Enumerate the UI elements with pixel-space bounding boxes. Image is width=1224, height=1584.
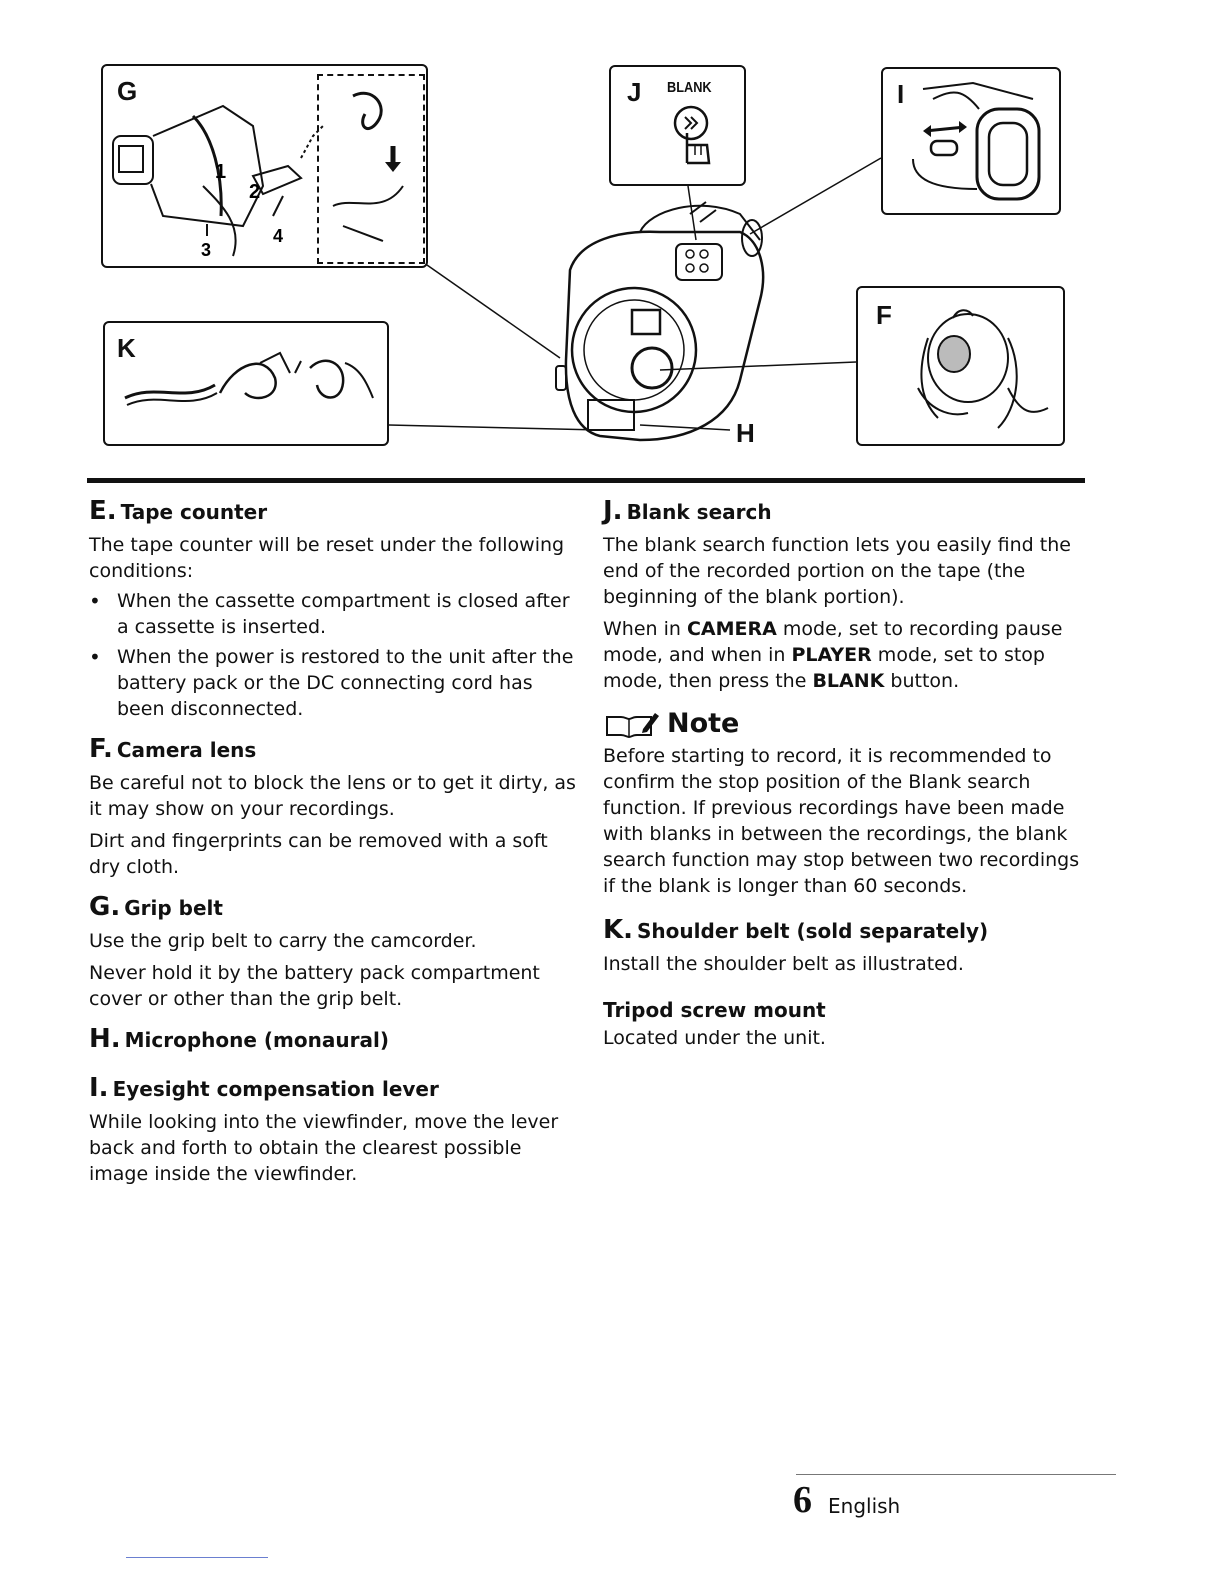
- list-item: • When the power is restored to the unit after the battery pack or the DC connecting cord has been disconnected.: [89, 644, 579, 722]
- section-shoulder-belt: [603, 917, 1093, 977]
- section-grip-belt: [89, 894, 579, 1012]
- heading-eyesight-lever: [89, 1075, 579, 1102]
- blank-button-ref: BLANK: [812, 670, 885, 692]
- heading-letter: G.: [89, 892, 121, 922]
- tripod-p1: Located under the unit.: [603, 1027, 826, 1049]
- heading-grip-belt: [89, 894, 579, 921]
- text-run: mode, set to stop mode, then press the: [603, 644, 1045, 692]
- text-run: button.: [884, 670, 960, 692]
- right-column: [603, 498, 1093, 1065]
- mode-player: PLAYER: [791, 644, 872, 666]
- heading-title: Eyesight compensation lever: [112, 1077, 439, 1101]
- step-4: 4: [273, 226, 284, 246]
- heading-title: Shoulder belt (sold separately): [637, 919, 989, 943]
- heading-microphone: [89, 1026, 579, 1053]
- step-3: 3: [201, 240, 212, 260]
- section-microphone: [89, 1026, 579, 1053]
- step-1: 1: [215, 161, 227, 183]
- bottom-scan-line: [126, 1557, 268, 1558]
- tape-counter-intro: The tape counter will be reset under the following conditions:: [89, 534, 565, 582]
- camera-lens-p1: Be careful not to block the lens or to get it dirty, as it may show on your recordings.: [89, 772, 576, 820]
- heading-title: Camera lens: [116, 738, 257, 762]
- camcorder-illustration: [0, 0, 1224, 480]
- text-run: mode, set to recording pause mode, and when in: [603, 618, 1063, 666]
- heading-title: Grip belt: [124, 896, 223, 920]
- section-note: [603, 708, 1093, 899]
- section-tripod: [603, 997, 1093, 1051]
- grip-belt-p2: Never hold it by the battery pack compartment cover or other than the grip belt.: [89, 962, 540, 1010]
- callout-f: F: [876, 300, 892, 330]
- tape-counter-bullets: [89, 588, 579, 722]
- list-item: • When the cassette compartment is closed after a cassette is inserted.: [89, 588, 579, 640]
- section-eyesight-lever: [89, 1075, 579, 1187]
- heading-blank-search: [603, 498, 1093, 525]
- callout-i: I: [897, 79, 905, 109]
- heading-letter: H.: [89, 1024, 121, 1054]
- step-2: 2: [249, 181, 261, 203]
- note-heading: [603, 708, 1093, 739]
- note-book-pencil-icon: [603, 709, 659, 739]
- section-divider: [87, 478, 1085, 483]
- callout-j: J: [627, 77, 642, 107]
- blank-button-label: BLANK: [667, 79, 712, 96]
- heading-title: Blank search: [626, 500, 772, 524]
- heading-camera-lens: [89, 736, 579, 763]
- heading-letter: I.: [89, 1073, 109, 1103]
- grip-belt-p1: Use the grip belt to carry the camcorder.: [89, 930, 477, 952]
- page-language: English: [828, 1494, 901, 1518]
- heading-letter: E.: [89, 496, 117, 526]
- section-camera-lens: [89, 736, 579, 880]
- heading-letter: J.: [603, 496, 623, 526]
- heading-letter: F.: [89, 734, 113, 764]
- blank-search-p1: The blank search function lets you easily find the end of the recorded portion on the tape (the beginning of the blank portion).: [603, 534, 1071, 608]
- note-title: Note: [667, 708, 740, 739]
- callout-g: G: [117, 76, 138, 106]
- blank-search-p2: [603, 616, 1093, 694]
- footer-rule: [796, 1474, 1116, 1475]
- eyesight-lever-p1: While looking into the viewfinder, move the lever back and forth to obtain the clearest possible image inside the viewfinder.: [89, 1111, 559, 1185]
- note-text: Before starting to record, it is recommended to confirm the stop position of the Blank search function. If previous recordings have been made with blanks in between the recordings, the blank search function may stop between two recordings if the blank is longer than 60 seconds.: [603, 745, 1080, 897]
- callout-h: H: [736, 418, 755, 448]
- heading-title: Tape counter: [120, 500, 268, 524]
- heading-shoulder-belt: [603, 917, 1093, 944]
- left-column: [89, 498, 579, 1201]
- heading-tripod: Tripod screw mount: [603, 998, 826, 1022]
- callout-k: K: [117, 333, 136, 363]
- text-run: When in: [603, 618, 687, 640]
- section-blank-search: [603, 498, 1093, 694]
- page-number: 6: [793, 1479, 812, 1521]
- mode-camera: CAMERA: [686, 618, 777, 640]
- camera-lens-p2: Dirt and fingerprints can be removed with a soft dry cloth.: [89, 830, 548, 878]
- heading-tape-counter: [89, 498, 579, 525]
- heading-letter: K.: [603, 915, 634, 945]
- heading-title: Microphone (monaural): [124, 1028, 389, 1052]
- section-tape-counter: [89, 498, 579, 722]
- shoulder-belt-p1: Install the shoulder belt as illustrated.: [603, 953, 964, 975]
